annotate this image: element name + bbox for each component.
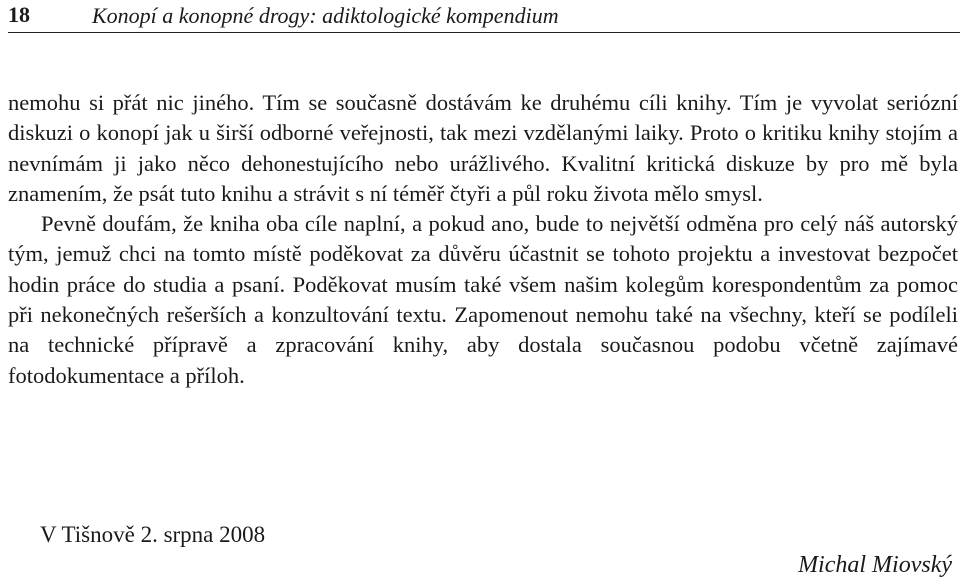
paragraph-acknowledgements: Pevně doufám, že kniha oba cíle naplní, a pokud ano, bude to největší odměna pro celý náš autorský tým, jemuž chci na tomto místě poděkovat za důvěru účastnit se tohoto projektu a investovat bezpočet hodin práce do studia a psaní. Poděkovat musím také všem našim kolegům korespondentům za pomoc při nekonečných rešerších a konzultování textu. Zapomenout nemohu také na všechny, kteří se podíleli na technické přípravě a zpracování knihy, aby dostala současnou podobu včetně zajímavé fotodokumentace a příloh. [8, 211, 958, 388]
place-date: V Tišnově 2. srpna 2008 [40, 522, 266, 547]
body-text [8, 88, 958, 391]
paragraph-continuation: nemohu si přát nic jiného. Tím se současně dostávám ke druhému cíli knihy. Tím je vyvolat seriózní diskuzi o konopí jak u širší odborné veřejnosti, tak mezi vzdělanými laiky. Proto o kritiku knihy stojím a nevnímám ji jako něco dehonestujícího nebo urážlivého. Kvalitní kritická diskuze by pro mě byla znamením, že psát tuto knihu a strávit s ní téměř čtyři a půl roku života mělo smysl. [8, 90, 958, 206]
author-signature: Michal Miovský [798, 552, 952, 578]
running-title: Konopí a konopné drogy: adiktologické kompendium [92, 3, 559, 28]
running-header [8, 0, 960, 33]
page-number: 18 [8, 2, 30, 27]
